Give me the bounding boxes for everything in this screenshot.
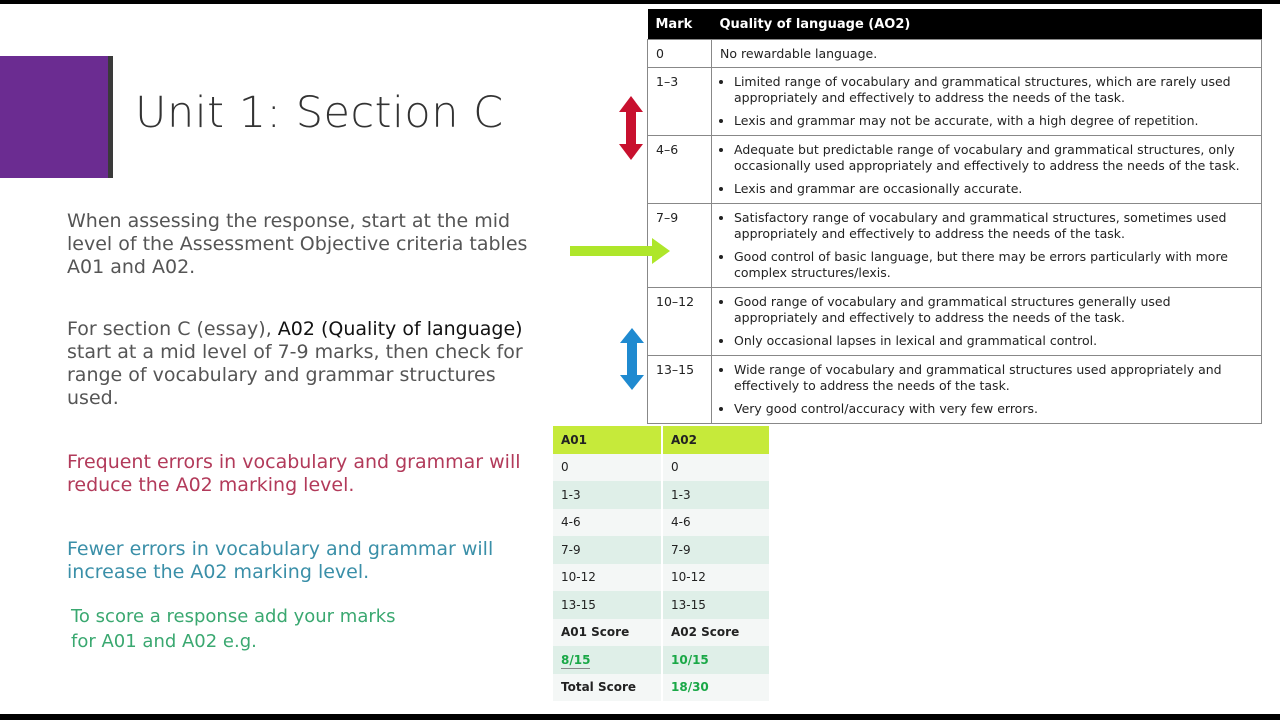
rubric-mark: 10–12 <box>648 288 712 356</box>
rubric-row <box>648 68 1262 136</box>
score-instruction: To score a response add your marks for A01 and A02 e.g. <box>71 606 396 652</box>
quality-of-language-table <box>647 9 1262 424</box>
green-right-arrow-icon <box>570 238 670 264</box>
a02-score-label: A02 Score <box>663 619 769 647</box>
rubric-row <box>648 40 1262 68</box>
a02-emphasis: A02 (Quality of language) <box>277 318 523 340</box>
score-value-row <box>553 646 769 674</box>
a01-score-label: A01 Score <box>553 619 661 647</box>
accent-block-edge <box>108 56 113 178</box>
score-a02-cell: 7-9 <box>663 536 769 564</box>
red-double-arrow-icon <box>618 96 644 160</box>
rubric-header-quality: Quality of language (AO2) <box>712 9 1262 40</box>
score-table <box>553 426 769 701</box>
rubric-bullet: • Lexis and grammar are occasionally accurate. <box>734 181 1253 197</box>
score-a01-cell: 4-6 <box>553 509 661 537</box>
top-border <box>0 0 1280 4</box>
rubric-header-row <box>648 9 1262 40</box>
frequent-errors-note: Frequent errors in vocabulary and grammar will reduce the A02 marking level. <box>67 451 521 496</box>
accent-block <box>0 56 108 178</box>
rubric-description <box>712 204 1262 288</box>
score-row <box>553 509 769 537</box>
score-a01-cell: 13-15 <box>553 591 661 619</box>
score-header-a01: A01 <box>553 426 661 454</box>
score-a01-cell: 0 <box>553 454 661 482</box>
rubric-row <box>648 288 1262 356</box>
total-row <box>553 674 769 702</box>
rubric-description <box>712 68 1262 136</box>
rubric-bullet: • Good range of vocabulary and grammatical structures generally used appropriately and effectively to address the needs of the task. <box>734 294 1253 326</box>
a01-score-value: 8/15 <box>561 652 591 667</box>
score-header-a02: A02 <box>663 426 769 454</box>
instruction-paragraph: When assessing the response, start at the mid level of the Assessment Objective criteria tables A01 and A02. <box>67 210 528 278</box>
rubric-bullet: • Very good control/accuracy with very few errors. <box>734 401 1253 417</box>
slide-title: Unit 1: Section C <box>135 88 504 138</box>
rubric-bullet: • Wide range of vocabulary and grammatical structures used appropriately and effectively to address the needs of the task. <box>734 362 1253 394</box>
blue-double-arrow-icon <box>620 328 644 390</box>
score-row <box>553 454 769 482</box>
a02-score-value: 10/15 <box>671 652 709 667</box>
rubric-bullet: • Good control of basic language, but there may be errors particularly with more complex structures/lexis. <box>734 249 1253 281</box>
total-score-label: Total Score <box>553 674 661 702</box>
score-a02-cell: 10-12 <box>663 564 769 592</box>
score-header-row <box>553 426 769 454</box>
rubric-description <box>712 356 1262 424</box>
rubric-row <box>648 136 1262 204</box>
rubric-mark: 4–6 <box>648 136 712 204</box>
rubric-mark: 0 <box>648 40 712 68</box>
score-a01-cell: 10-12 <box>553 564 661 592</box>
rubric-row <box>648 356 1262 424</box>
rubric-header-mark: Mark <box>648 9 712 40</box>
rubric-description: No rewardable language. <box>712 40 1262 68</box>
score-row <box>553 591 769 619</box>
score-a02-cell: 1-3 <box>663 481 769 509</box>
score-a01-cell: 1-3 <box>553 481 661 509</box>
fewer-errors-note: Fewer errors in vocabulary and grammar will increase the A02 marking level. <box>67 538 494 583</box>
total-score-value: 18/30 <box>671 680 709 695</box>
score-row <box>553 536 769 564</box>
section-c-paragraph <box>67 318 547 410</box>
rubric-mark: 1–3 <box>648 68 712 136</box>
score-a01-cell: 7-9 <box>553 536 661 564</box>
rubric-description <box>712 288 1262 356</box>
section-c-intro: For section C (essay), <box>67 318 278 340</box>
rubric-bullet: • Adequate but predictable range of vocabulary and grammatical structures, only occasionally used appropriately and effectively to address the needs of the task. <box>734 142 1253 174</box>
score-row <box>553 481 769 509</box>
rubric-mark: 7–9 <box>648 204 712 288</box>
score-a02-cell: 4-6 <box>663 509 769 537</box>
rubric-bullet: • Satisfactory range of vocabulary and grammatical structures, sometimes used appropriately and effectively to address the needs of the task. <box>734 210 1253 242</box>
rubric-description <box>712 136 1262 204</box>
rubric-mark: 13–15 <box>648 356 712 424</box>
rubric-bullet: • Lexis and grammar may not be accurate, with a high degree of repetition. <box>734 113 1253 129</box>
score-a02-cell: 0 <box>663 454 769 482</box>
score-label-row <box>553 619 769 647</box>
score-a02-cell: 13-15 <box>663 591 769 619</box>
rubric-bullet: • Only occasional lapses in lexical and grammatical control. <box>734 333 1253 349</box>
bottom-border <box>0 714 1280 720</box>
score-row <box>553 564 769 592</box>
rubric-bullet: • Limited range of vocabulary and grammatical structures, which are rarely used appropriately and effectively to address the needs of the task. <box>734 74 1253 106</box>
section-c-detail: start at a mid level of 7-9 marks, then check for range of vocabulary and grammar structures used. <box>67 341 523 409</box>
rubric-row <box>648 204 1262 288</box>
